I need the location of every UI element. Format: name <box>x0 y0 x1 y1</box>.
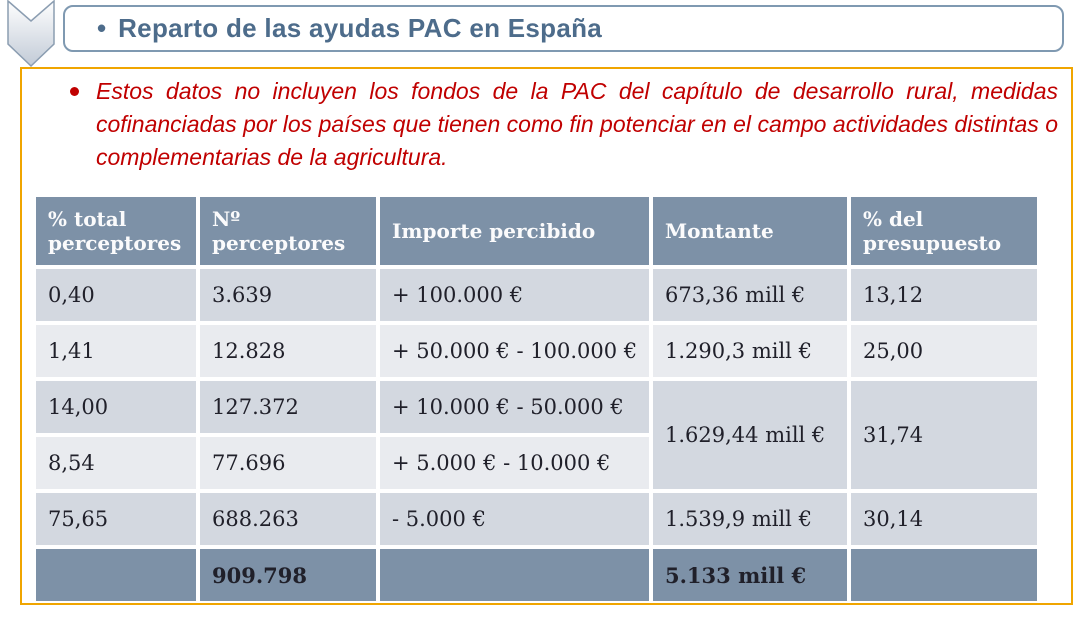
cell-importe: + 5.000 € - 10.000 € <box>380 437 649 489</box>
cell-n-perceptores: 688.263 <box>200 493 376 545</box>
cell-pct-presupuesto: 30,14 <box>851 493 1037 545</box>
table-row <box>36 493 1037 545</box>
cell-n-perceptores: 127.372 <box>200 381 376 433</box>
cell-pct-presupuesto-merged: 31,74 <box>851 381 1037 489</box>
cell-pct-presupuesto: 13,12 <box>851 269 1037 321</box>
pac-aid-table <box>32 193 1041 605</box>
cell-montante: 1.539,9 mill € <box>653 493 847 545</box>
table-row <box>36 325 1037 377</box>
cell-pct-total: 8,54 <box>36 437 196 489</box>
cell-pct-total: 1,41 <box>36 325 196 377</box>
total-n-perceptores: 909.798 <box>200 549 376 601</box>
title-bullet: • <box>97 13 107 43</box>
header-pct-presupuesto: % del presupuesto <box>851 197 1037 265</box>
cell-montante: 1.290,3 mill € <box>653 325 847 377</box>
cell-n-perceptores: 77.696 <box>200 437 376 489</box>
body-paragraph: Estos datos no incluyen los fondos de la PAC del capítulo de desarrollo rural, medidas cofinanciadas por los países que tienen como fin potenciar en el campo actividades distintas o complementarias de la agricultura. <box>96 78 1058 170</box>
table-header-row <box>36 197 1037 265</box>
header-pct-total: % total perceptores <box>36 197 196 265</box>
slide-title-box <box>63 5 1064 52</box>
total-montante: 5.133 mill € <box>653 549 847 601</box>
cell-importe: + 50.000 € - 100.000 € <box>380 325 649 377</box>
table-total-row <box>36 549 1037 601</box>
header-n-perceptores: Nº perceptores <box>200 197 376 265</box>
cell-importe: - 5.000 € <box>380 493 649 545</box>
table-row <box>36 381 1037 433</box>
cell-pct-presupuesto: 25,00 <box>851 325 1037 377</box>
table-row <box>36 269 1037 321</box>
cell-importe: + 10.000 € - 50.000 € <box>380 381 649 433</box>
body-bullet <box>70 87 79 96</box>
header-montante: Montante <box>653 197 847 265</box>
cell-pct-total: 0,40 <box>36 269 196 321</box>
cell-pct-total: 75,65 <box>36 493 196 545</box>
total-pct-presupuesto <box>851 549 1037 601</box>
cell-pct-total: 14,00 <box>36 381 196 433</box>
chevron-down-icon <box>7 0 55 73</box>
cell-montante: 673,36 mill € <box>653 269 847 321</box>
page-title: Reparto de las ayudas PAC en España <box>118 13 603 43</box>
total-pct-total <box>36 549 196 601</box>
cell-montante-merged: 1.629,44 mill € <box>653 381 847 489</box>
cell-importe: + 100.000 € <box>380 269 649 321</box>
cell-n-perceptores: 12.828 <box>200 325 376 377</box>
total-importe <box>380 549 649 601</box>
header-importe: Importe percibido <box>380 197 649 265</box>
cell-n-perceptores: 3.639 <box>200 269 376 321</box>
